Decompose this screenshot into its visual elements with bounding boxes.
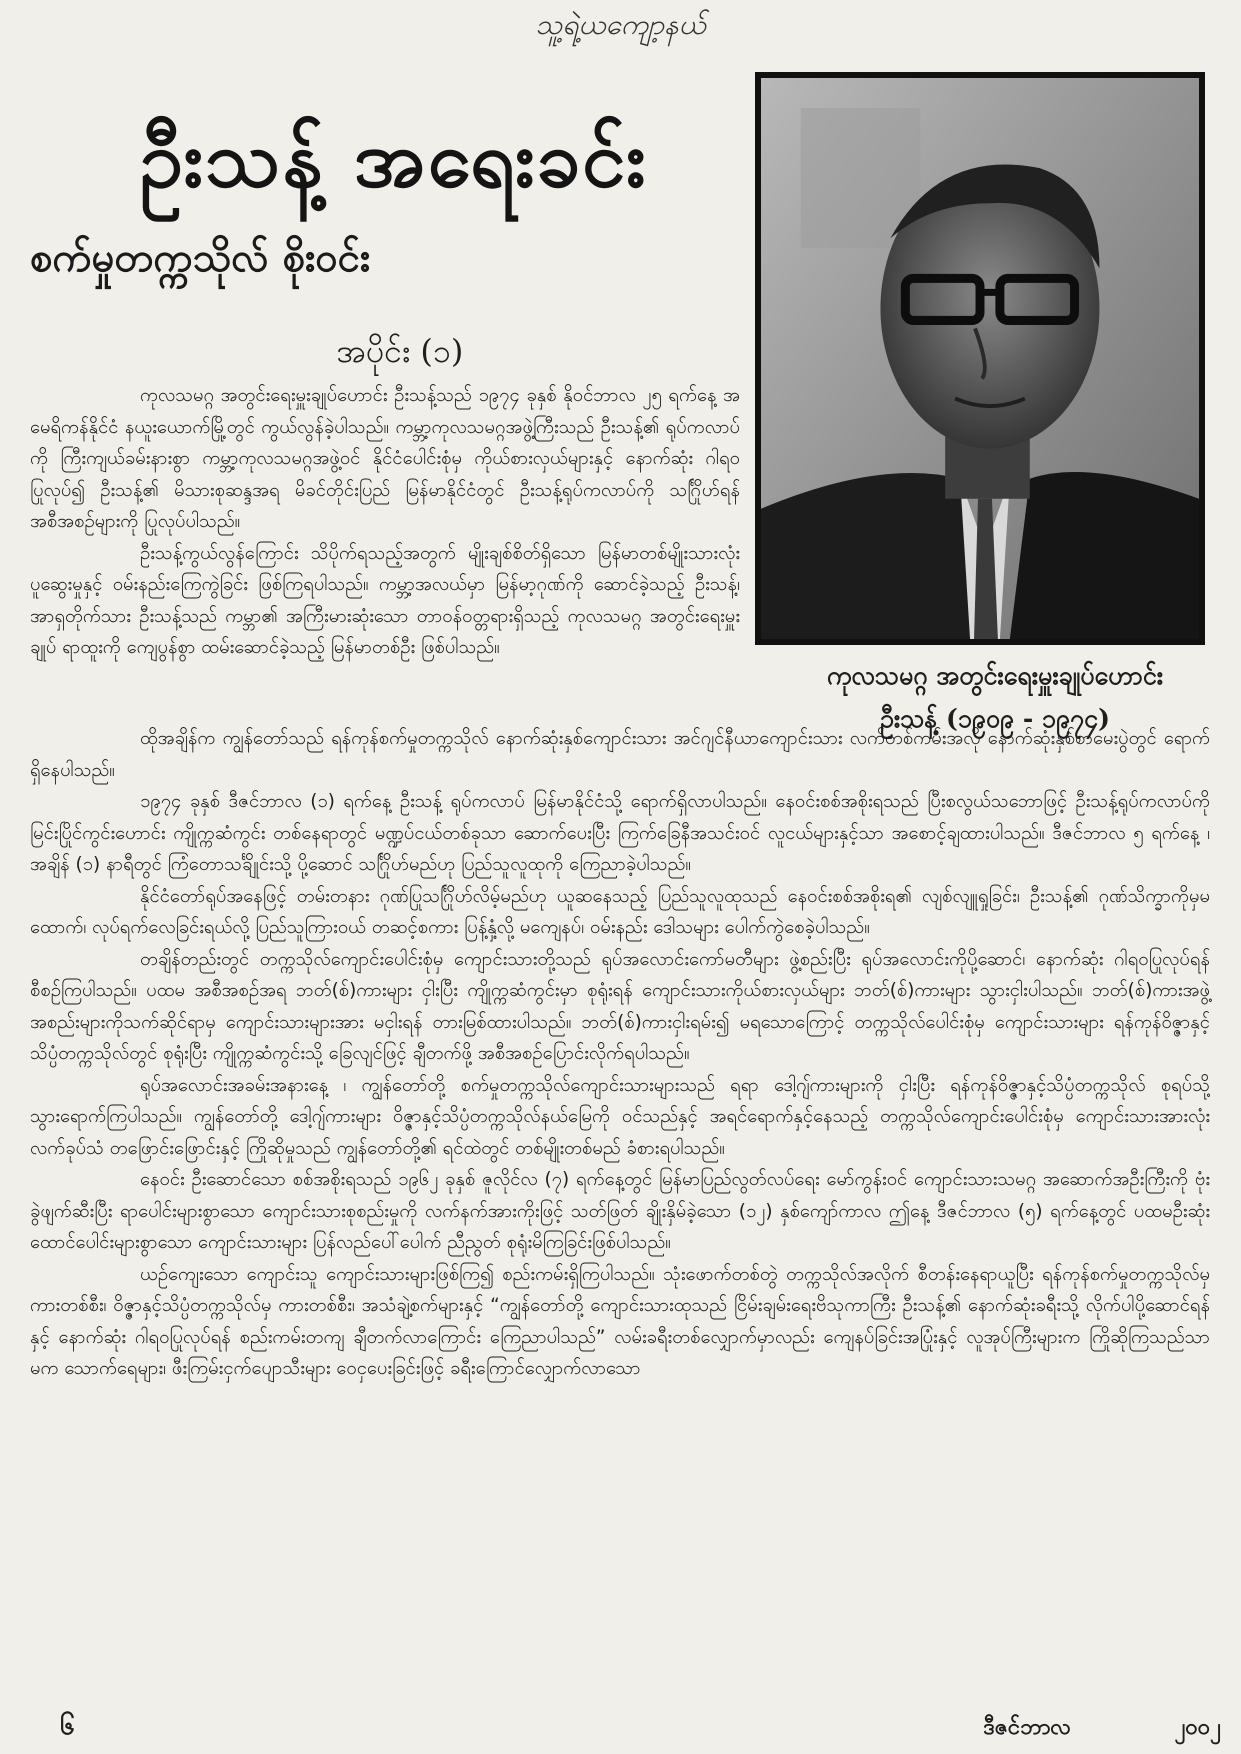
issue-number: ၂၀၀၂ bbox=[1174, 1714, 1221, 1740]
section-heading: အပိုင်း (၁) bbox=[336, 332, 464, 370]
portrait-photo bbox=[761, 78, 1199, 639]
paragraph: နိုင်ငံတော်ရုပ်အနေဖြင့် တမ်းတနား ဂုဏ်ပြုသင်္ဂြိုဟ်လိမ့်မည်ဟု ယူဆနေသည့် ပြည်သူလူထုသည် နေဝင်းစစ်အစိုးရ၏ လျစ်လျူရှုခြင်း၊ ဦးသန့်၏ ဂုဏ်သိက္ခာကိုမှမထောက်၊ လုပ်ရက်လေခြင်းရယ်လို့ ပြည်သူကြားဝယ် တဆင့်စကား ပြန့်နှံ့လို့ မကျေနပ်၊ ဝမ်းနည်း ဒေါသများ ပေါက်ကွဲစေခဲ့ပါသည်။ bbox=[30, 885, 1210, 938]
paragraph: ကုလသမဂ္ဂ အတွင်းရေးမှူးချုပ်ဟောင်း ဦးသန့်သည် ၁၉၇၄ ခုနှစ် နိုဝင်ဘာလ ၂၅ ရက်နေ့ အမေရိကန်နိုင်ငံ နယူးယောက်မြို့တွင် ကွယ်လွန်ခဲ့ပါသည်။ ကမ္ဘာ့ကုလသမဂ္ဂအဖွဲ့ကြီးသည် ဦးသန့်၏ ရုပ်ကလာပ်ကို ကြီးကျယ်ခမ်းနားစွာ ကမ္ဘာ့ကုလသမဂ္ဂအဖွဲ့ဝင် နိုင်ငံပေါင်းစုံမှ ကိုယ်စားလှယ်များနှင့် နောက်ဆုံး ဂါရဝ ပြုလုပ်၍ ဦးသန့်၏ မိသားစုဆန္ဒအရ မိခင်တိုင်းပြည် မြန်မာနိုင်ငံတွင် ဦးသန့်ရုပ်ကလာပ်ကို သင်္ဂြိုဟ်ရန် အစီအစဉ်များကို ပြုလုပ်ပါသည်။ bbox=[30, 385, 740, 532]
article-body-left-column bbox=[30, 380, 740, 664]
article-author: စက်မှုတက္ကသိုလ် စိုးဝင်း bbox=[30, 234, 371, 281]
issue-month: ဒီဇင်ဘာလ bbox=[983, 1714, 1071, 1740]
article-title: ဦးသန့် အရေးခင်း bbox=[140, 114, 648, 205]
photo-caption-line2: ဦးသန့် (၁၉၀၉ - ၁၉၇၄) bbox=[880, 703, 1110, 733]
article-body-full-width bbox=[30, 723, 1210, 1385]
page-number: ၆ bbox=[60, 1711, 75, 1741]
paragraph: ၁၉၇၄ ခုနှစ် ဒီဇင်ဘာလ (၁) ရက်နေ့ ဦးသန့် ရုပ်ကလာပ် မြန်မာနိုင်ငံသို့ ရောက်ရှိလာပါသည်။ နေဝင်းစစ်အစိုးရသည် ပြီးစလွယ်သဘောဖြင့် ဦးသန့်ရုပ်ကလာပ်ကို မြင်းပြိုင်ကွင်းဟောင်း ကျိုက္ကဆံကွင်း တစ်နေရာတွင် မဏ္ဍပ်ငယ်တစ်ခုသာ ဆောက်ပေးပြီး ကြက်ခြေနီအသင်းဝင် လူငယ်များနှင့်သာ အစောင့်ချထားပါသည်။ ဒီဇင်ဘာလ ၅ ရက်နေ့ ၊ အချိန် (၁) နာရီတွင် ကြံတောသင်္ချိုင်းသို့ ပို့ဆောင် သင်္ဂြိုဟ်မည်ဟု ပြည်သူလူထုကို ကြေညာခဲ့ပါသည်။ bbox=[30, 791, 1210, 875]
paragraph: နေဝင်း ဦးဆောင်သော စစ်အစိုးရသည် ၁၉၆၂ ခုနှစ် ဇူလိုင်လ (၇) ရက်နေ့တွင် မြန်မာပြည်လွတ်လပ်ရေး မော်ကွန်းဝင် ကျောင်းသားသမဂ္ဂ အဆောက်အဦးကြီးကို ဗုံးခွဲဖျက်ဆီးပြီး ရာပေါင်းများစွာသော ကျောင်းသားစုစည်းမှုကို လက်နက်အားကိုးဖြင့် သတ်ဖြတ် ချိုးနှိမ်ခဲ့သော (၁၂) နှစ်ကျော်ကာလ ဤနေ့ ဒီဇင်ဘာလ (၅) ရက်နေ့တွင် ပထမဦးဆုံး ထောင်ပေါင်းများစွာသော ကျောင်းသားများ ပြန်လည်ပေါ်ပေါက် ညီညွတ် စုရုံးမိကြခြင်းဖြစ်ပါသည်။ bbox=[30, 1169, 1210, 1253]
photo-caption-line1: ကုလသမဂ္ဂ အတွင်းရေးမှူးချုပ်ဟောင်း bbox=[826, 661, 1164, 690]
paragraph: ရုပ်အလောင်းအခမ်းအနားနေ့ ၊ ကျွန်တော်တို့ စက်မှုတက္ကသိုလ်ကျောင်းသားများသည် ရရာ ဒေါ့ဂျ်ကားများကို ငှါးပြီး ရန်ကုန်ဝိဇ္ဇာနှင့်သိပ္ပံတက္ကသိုလ် စုရပ်သို့ သွားရောက်ကြပါသည်။ ကျွန်တော်တို့ ဒေါ့ဂျ်ကားများ ဝိဇ္ဇာနှင့်သိပ္ပံတက္ကသိုလ်နယ်မြေကို ဝင်သည်နှင့် အရင်ရောက်နှင့်နေသည့် တက္ကသိုလ်ကျောင်းပေါင်းစုံမှ ကျောင်းသားအားလုံး လက်ခုပ်သံ တဖြောင်းဖြောင်းနှင့် ကြိုဆိုမှုသည် ကျွန်တော်တို့၏ ရင်ထဲတွင် တစ်မျိုးတစ်မည် ခံစားရပါသည်။ bbox=[30, 1074, 1210, 1159]
page-footer bbox=[30, 1708, 1221, 1742]
portrait-photo-frame bbox=[755, 72, 1205, 645]
paragraph: ထိုအချိန်က ကျွန်တော်သည် ရန်ကုန်စက်မှုတက္ကသိုလ် နောက်ဆုံးနှစ်ကျောင်းသား အင်ဂျင်နီယာကျောင်းသား လက်တစ်ကမ်းအလို နောက်ဆုံးနှစ်စာမေးပွဲတွင် ရောက်ရှိနေပါသည်။ bbox=[30, 728, 1210, 781]
paragraph: ဦးသန့်ကွယ်လွန်ကြောင်း သိပိုက်ရသည့်အတွက် မျိုးချစ်စိတ်ရှိသော မြန်မာတစ်မျိုးသားလုံး ပူဆွေးမှုနှင့် ဝမ်းနည်းကြေကွဲခြင်း ဖြစ်ကြရပါသည်။ ကမ္ဘာ့အလယ်မှာ မြန်မာ့ဂုဏ်ကို ဆောင်ခဲ့သည့် ဦးသန့်၊ အာရှတိုက်သား ဦးသန့်သည် ကမ္ဘာ၏ အကြီးမားဆုံးသော တာဝန်ဝတ္တရားရှိသည့် ကုလသမဂ္ဂ အတွင်းရေးမှူးချုပ် ရာထူးကို ကျေပွန်စွာ ထမ်းဆောင်ခဲ့သည့် မြန်မာတစ်ဦး ဖြစ်ပါသည်။ bbox=[30, 542, 740, 658]
masthead: သူ့ရဲ့ယကျော့နယ် bbox=[535, 8, 706, 41]
paragraph: ယဉ်ကျေးသော ကျောင်းသူ ကျောင်းသားများဖြစ်ကြ၍ စည်းကမ်းရှိကြပါသည်။ သုံးဖောက်တစ်တွဲ တက္ကသိုလ်အလိုက် စီတန်းနေရာယူပြီး ရန်ကုန်စက်မှုတက္ကသိုလ်မှ ကားတစ်စီး၊ ဝိဇ္ဇာနှင့်သိပ္ပံတက္ကသိုလ်မှ ကားတစ်စီး၊ အသံချဲ့စက်များနှင့် “ကျွန်တော်တို့ ကျောင်းသားထုသည် ငြိမ်းချမ်းရေးဗိသုကာကြီး ဦးသန့်၏ နောက်ဆုံးခရီးသို့ လိုက်ပါပို့ဆောင်ရန်နှင့် နောက်ဆုံး ဂါရဝပြုလုပ်ရန် စည်းကမ်းတကျ ချီတက်လာကြောင်း ကြေညာပါသည်” လမ်းခရီးတစ်လျှောက်မှာလည်း ကျေနပ်ခြင်းအပြုံးနှင့် လူအုပ်ကြီးများက ကြိုဆိုကြသည်သာမက သောက်ရေများ၊ ဖီးကြမ်းငှက်ပျောသီးများ ဝေငှပေးခြင်းဖြင့် ခရီးကြောင်လျှောက်လာသော bbox=[30, 1263, 1210, 1379]
paragraph: တချိန်တည်းတွင် တက္ကသိုလ်ကျောင်းပေါင်းစုံမှ ကျောင်းသားတို့သည် ရုပ်အလောင်းကော်မတီများ ဖွဲ့စည်းပြီး ရုပ်အလောင်းကိုပို့ဆောင်၊ နောက်ဆုံး ဂါရဝပြုလုပ်ရန် စီစဉ်ကြပါသည်။ ပထမ အစီအစဉ်အရ ဘတ်(စ်)ကားများ ငှါးပြီး ကျိုက္ကဆံကွင်းမှာ စုရုံးရန် ကျောင်းသားကိုယ်စားလှယ်များ ဘတ်(စ်)ကားများ သွားငှါးပါသည်။ ဘတ်(စ်)ကားအဖွဲ့အစည်းများကိုသက်ဆိုင်ရာမှ ကျောင်းသားများအား မငှါးရန် တားမြစ်ထားပါသည်။ ဘတ်(စ်)ကားငှါးရမ်း၍ မရသောကြောင့် တက္ကသိုလ်ပေါင်းစုံမှ ကျောင်းသားများ ရန်ကုန်ဝိဇ္ဇာနှင့် သိပ္ပံတက္ကသိုလ်တွင် စုရုံးပြီး ကျိုက္ကဆံကွင်းသို့ ခြေလျင်ဖြင့် ချီတက်ဖို့ အစီအစဉ်ပြောင်းလိုက်ရပါသည်။ bbox=[30, 948, 1210, 1064]
